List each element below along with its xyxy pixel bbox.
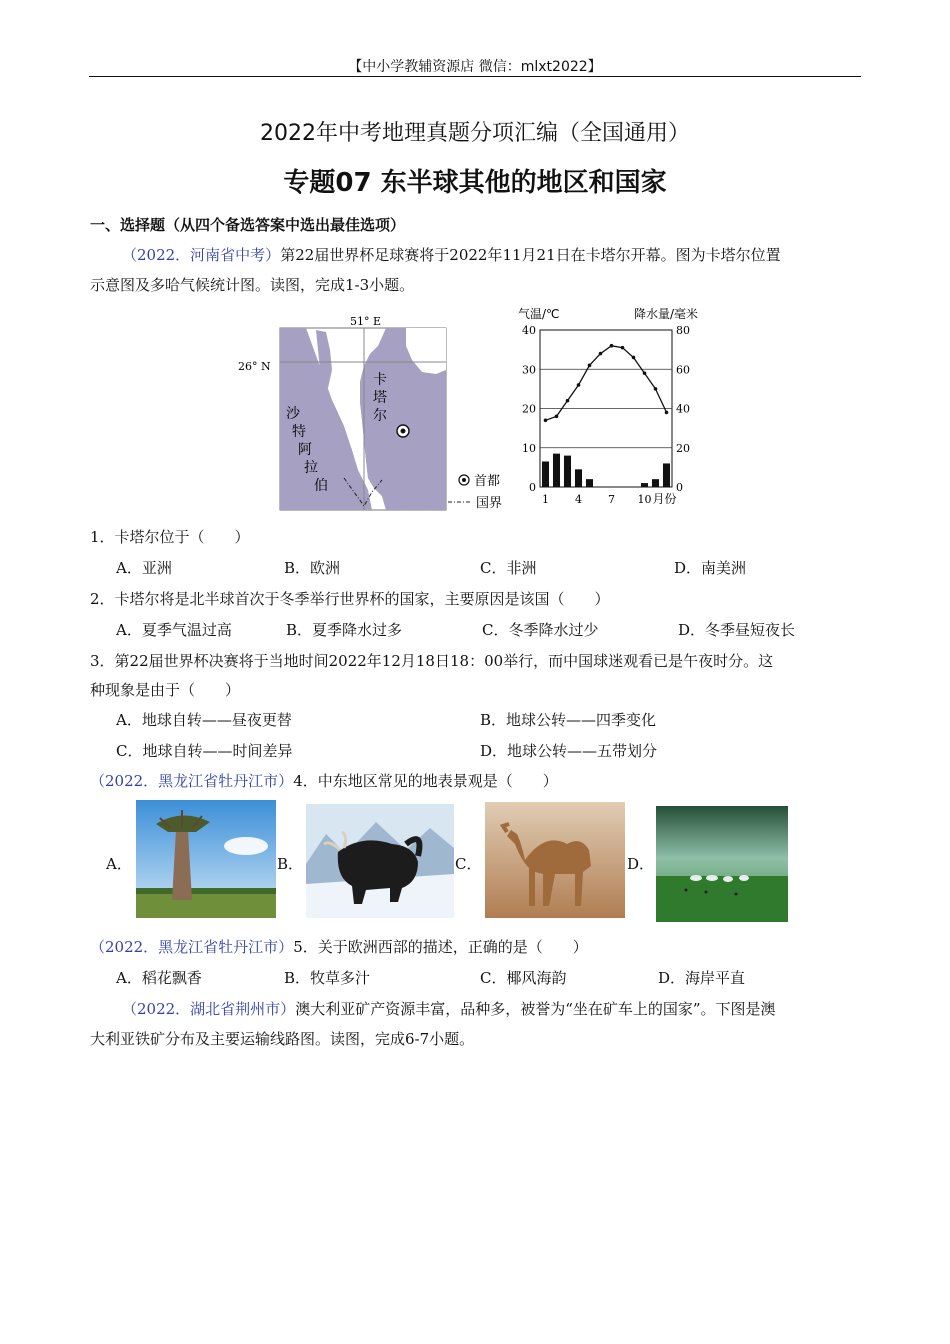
doha-climate-chart bbox=[516, 304, 716, 514]
qatar-label-2: 塔 bbox=[373, 390, 387, 406]
intro2-line1 bbox=[122, 998, 776, 1019]
precipitation-bar bbox=[663, 463, 670, 487]
q4-label-b: B． bbox=[277, 855, 304, 873]
temperature-point bbox=[621, 346, 625, 350]
lon-label: 51° E bbox=[350, 315, 382, 328]
legend-capital-label: 首都 bbox=[474, 474, 501, 489]
q4-label-c: C． bbox=[455, 855, 482, 873]
saudi-label-1: 沙 bbox=[286, 406, 300, 422]
temperature-point bbox=[643, 371, 647, 375]
header-divider bbox=[89, 76, 861, 77]
intro1-line1 bbox=[122, 244, 781, 265]
x-tick-label: 10 bbox=[637, 493, 652, 506]
document-subtitle: 专题07 东半球其他的地区和国家 bbox=[283, 168, 667, 198]
camel-desert-image bbox=[485, 802, 625, 918]
precipitation-bar bbox=[641, 483, 648, 487]
temperature-point bbox=[665, 411, 669, 415]
q1-option-c: C．非洲 bbox=[480, 559, 537, 577]
q2-stem: 2．卡塔尔将是北半球首次于冬季举行世界杯的国家，主要原因是该国（ ） bbox=[90, 590, 610, 608]
q5-stem: 5．关于欧洲西部的描述，正确的是（ ） bbox=[293, 938, 588, 956]
q5-option-c: C．椰风海韵 bbox=[480, 969, 567, 987]
qatar-label-3: 尔 bbox=[373, 408, 387, 424]
right-tick-label: 60 bbox=[676, 363, 690, 377]
x-axis-title: 月份 bbox=[652, 492, 677, 506]
yak-snow-image bbox=[306, 804, 454, 918]
q3-option-b: B．地球公转——四季变化 bbox=[480, 711, 657, 729]
intro1-line2: 示意图及多哈气候统计图。读图，完成1-3小题。 bbox=[90, 276, 415, 294]
precipitation-bar bbox=[586, 479, 593, 487]
q3-option-c: C．地球自转——时间差异 bbox=[116, 742, 293, 760]
section-heading: 一、选择题（从四个备选答案中选出最佳选项） bbox=[90, 216, 406, 234]
temperature-point bbox=[610, 344, 614, 348]
q1-option-b: B．欧洲 bbox=[284, 559, 341, 577]
temperature-point bbox=[599, 352, 603, 356]
temperature-point bbox=[566, 399, 570, 403]
temperature-point bbox=[588, 364, 592, 368]
qatar-location-map bbox=[236, 310, 516, 515]
intro1-text1: 第22届世界杯足球赛将于2022年11月21日在卡塔尔开幕。图为卡塔尔位置 bbox=[280, 246, 781, 264]
q2-option-c: C．冬季降水过少 bbox=[482, 621, 599, 639]
left-tick-label: 20 bbox=[522, 402, 536, 416]
temperature-point bbox=[544, 418, 548, 422]
q3-option-a: A．地球自转——昼夜更替 bbox=[116, 711, 292, 729]
q1-stem: 1．卡塔尔位于（ ） bbox=[90, 528, 250, 546]
page-header: 【中小学教辅资源店 微信：mlxt2022】 bbox=[348, 59, 602, 75]
q3-stem-line1: 3．第22届世界杯决赛将于当地时间2022年12月18日18：00举行，而中国球迷观看已是午夜时分。这 bbox=[90, 652, 774, 670]
left-tick-label: 10 bbox=[522, 441, 536, 455]
left-tick-label: 40 bbox=[522, 324, 536, 337]
document-title: 2022年中考地理真题分项汇编（全国通用） bbox=[260, 121, 690, 146]
q5-source: （2022．黑龙江省牡丹江市） bbox=[90, 938, 294, 956]
q2-option-d: D．冬季昼短夜长 bbox=[678, 621, 796, 639]
grassland-yurt-image bbox=[656, 806, 788, 922]
right-tick-label: 40 bbox=[676, 402, 690, 416]
right-tick-label: 80 bbox=[676, 324, 690, 337]
saudi-label-2: 特 bbox=[292, 424, 306, 440]
left-tick-label: 0 bbox=[529, 481, 536, 494]
q1-option-d: D．南美洲 bbox=[674, 559, 747, 577]
precipitation-bar bbox=[575, 469, 582, 487]
intro2-line2: 大利亚铁矿分布及主要运输线路图。读图，完成6-7小题。 bbox=[90, 1030, 475, 1048]
x-tick-label: 4 bbox=[575, 493, 582, 506]
q3-stem-line2: 种现象是由于（ ） bbox=[90, 681, 241, 699]
temperature-point bbox=[555, 415, 559, 419]
precipitation-bar bbox=[542, 461, 549, 487]
q2-option-a: A．夏季气温过高 bbox=[116, 621, 232, 639]
precipitation-bar bbox=[564, 456, 571, 487]
right-axis-title: 降水量/毫米 bbox=[634, 307, 699, 321]
saudi-label-5: 伯 bbox=[314, 478, 328, 494]
precipitation-bar bbox=[652, 479, 659, 487]
temperature-point bbox=[632, 356, 636, 360]
intro2-text1: 澳大利亚矿产资源丰富，品种多，被誉为“坐在矿车上的国家”。下图是澳 bbox=[295, 1000, 776, 1018]
x-tick-label: 7 bbox=[608, 493, 615, 506]
q5-line bbox=[90, 936, 588, 957]
q4-line bbox=[90, 770, 558, 791]
left-tick-label: 30 bbox=[522, 363, 536, 377]
legend-border-label: 国界 bbox=[476, 496, 503, 511]
q2-option-b: B．夏季降水过多 bbox=[286, 621, 403, 639]
q5-option-b: B．牧草多汁 bbox=[284, 969, 371, 987]
q5-option-d: D．海岸平直 bbox=[658, 969, 746, 987]
q1-option-a: A．亚洲 bbox=[116, 559, 172, 577]
temperature-point bbox=[654, 387, 658, 391]
q5-option-a: A．稻花飘香 bbox=[116, 969, 202, 987]
saudi-label-4: 拉 bbox=[304, 460, 318, 476]
temperature-point bbox=[577, 383, 581, 387]
qatar-label-1: 卡 bbox=[373, 372, 387, 388]
lat-label: 26° N bbox=[238, 360, 271, 373]
baobab-landscape-image bbox=[136, 800, 276, 918]
temperature-line bbox=[546, 346, 667, 421]
q4-source: （2022．黑龙江省牡丹江市） bbox=[90, 772, 294, 790]
intro2-source: （2022．湖北省荆州市） bbox=[122, 1000, 296, 1018]
q4-label-a: A． bbox=[106, 855, 132, 873]
q3-option-d: D．地球公转——五带划分 bbox=[480, 742, 658, 760]
right-tick-label: 0 bbox=[676, 481, 683, 494]
q4-label-d: D． bbox=[627, 855, 655, 873]
right-tick-label: 20 bbox=[676, 441, 690, 455]
precipitation-bar bbox=[553, 454, 560, 487]
left-axis-title: 气温/℃ bbox=[518, 307, 560, 321]
x-tick-label: 1 bbox=[542, 493, 549, 506]
intro1-source: （2022．河南省中考） bbox=[122, 246, 281, 264]
q4-stem: 4．中东地区常见的地表景观是（ ） bbox=[293, 772, 558, 790]
saudi-label-3: 阿 bbox=[298, 442, 312, 458]
